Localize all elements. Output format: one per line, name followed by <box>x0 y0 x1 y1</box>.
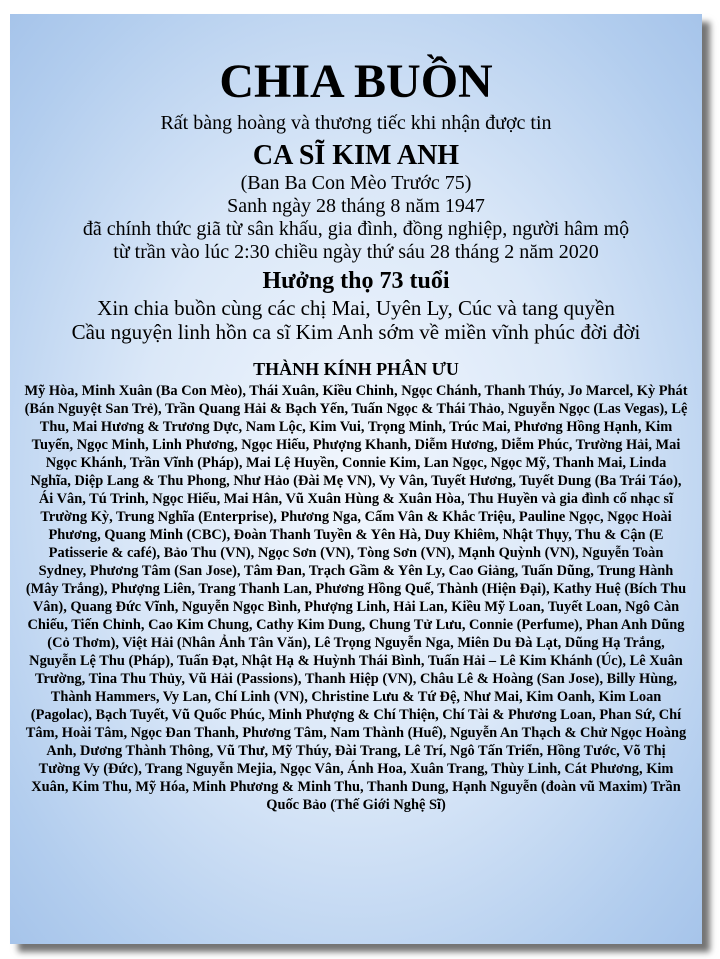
deceased-name: CA SĨ KIM ANH <box>252 140 460 171</box>
birth-date: Sanh ngày 28 tháng 8 năm 1947 <box>227 195 485 217</box>
notice-title: CHIA BUỒN <box>219 55 493 108</box>
mourners-list: Mỹ Hòa, Minh Xuân (Ba Con Mèo), Thái Xuân, Kiều Chinh, Ngọc Chánh, Thanh Thúy, Jo Marcel, Kỳ Phát (Bán Nguyệt San Trẻ), Trần Quang Hải & Bạch Yến, Tuấn Ngọc & Thái Thảo, Nguyễn Ngọc (Las Vegas), Lệ Thu, Mai Hương & Trương Dực, Nam Lộc, Kim Vui, Trọng Minh, Trúc Mai, Phương Hồng Hạnh, Kim Tuyến, Ngọc Minh, Linh Phương, Ngọc Hiếu, Phượng Khanh, Diễm Hương, Diễm Phúc, Trường Hải, Mai Ngọc Khánh, Trần Vĩnh (Pháp), Mai Lệ Huyền, Connie Kim, Lan Ngọc, Ngọc Mỹ, Thanh Mai, Linda Nghĩa, Diệp Lang & Thu Phong, Như Hảo (Đài Mẹ VN), Vy Vân, Tuyết Hương, Tuyết Dung (Ba Trái Táo), Ái Vân, Tú Trinh, Ngọc Hiếu, Mai Hân, Vũ Xuân Hùng & Xuân Hòa, Thu Huyền và gia đình cố nhạc sĩ Trường Kỳ, Trung Nghĩa (Enterprise), Phương Nga, Cẩm Vân & Khắc Triệu, Pauline Ngọc, Ngọc Hoài Phương, Quang Minh (CBC), Đoàn Thanh Tuyền & Yên Hà, Duy Khiêm, Nhật Thụy, Thu & Cận (E Patisserie & café), Bảo Thu (VN), Ngọc Sơn (VN), Tòng Sơn (VN), Mạnh Quỳnh (VN), Nguyễn Toàn Sydney, Phương Tâm (San Jose), Tâm Đan, Trạch Gầm & Yên Ly, Cao Giảng, Tuấn Dũng, Trung Hành (Mây Trắng), Phượng Liên, Trang Thanh Lan, Phương Hồng Quế, Thành (Hiện Đại), Kathy Huệ (Bích Thu Vân), Quang Đức Vĩnh, Nguyễn Ngọc Bình, Phượng Linh, Hải Lan, Kiều Mỹ Loan, Tuyết Loan, Ngô Càn Chiếu, Tiến Chỉnh, Cao Kim Chung, Cathy Kim Dung, Chung Tử Lưu, Connie (Perfume), Phan Anh Dũng (Cỏ Thơm), Việt Hải (Nhân Ảnh Tân Văn), Lê Trọng Nguyễn Nga, Miên Du Đà Lạt, Dũng Hạ Trắng, Nguyễn Lệ Thu (Pháp), Tuấn Đạt, Nhật Hạ & Huỳnh Thái Bình, Tuấn Hải – Lê Kim Khánh (Úc), Lê Xuân Trường, Tina Thu Thủy, Vũ Hải (Passions), Thanh Hiệp (VN), Châu Lê & Hoàng (San Jose), Billy Hùng, Thành Hammers, Vy Lan, Chí Linh (VN), Christine Lưu & Tứ Đệ, Như Mai, Kim Oanh, Kim Loan (Pagolac), Bạch Tuyết, Vũ Quốc Phúc, Minh Phượng & Chí Thiện, Chí Tài & Phương Loan, Phan Sứ, Chí Tâm, Hoài Tâm, Ngọc Đan Thanh, Phương Tâm, Nam Thành (Huế), Nguyễn An Thạch & Chử Ngọc Hoàng Anh, Dương Thành Thông, Vũ Thư, Mỹ Thúy, Đài Trang, Lê Trí, Ngô Tấn Triển, Hồng Tước, Võ Thị Tường Vy (Đức), Trang Nguyễn Mejia, Ngọc Vân, Ánh Hoa, Xuân Trang, Thùy Linh, Cát Phương, Kim Xuân, Kim Thu, Mỹ Hóa, Minh Phương & Minh Thu, Thanh Dung, Hạnh Nguyễn (đoàn vũ Maxim) Trần Quốc Bảo (Thế Giới Nghệ Sĩ) <box>24 383 688 813</box>
band-name: (Ban Ba Con Mèo Trước 75) <box>240 172 472 194</box>
condolence-text: Xin chia buồn cùng các chị Mai, Uyên Ly, Cúc và tang quyền <box>97 296 615 320</box>
condolence-content <box>10 14 702 814</box>
mourners-heading: THÀNH KÍNH PHÂN ƯU <box>253 359 459 379</box>
prayer-text: Cầu nguyện linh hồn ca sĩ Kim Anh sớm về miền vĩnh phúc đời đời <box>71 320 641 344</box>
age-text: Hưởng thọ 73 tuổi <box>262 268 450 294</box>
notice-intro: Rất bàng hoàng và thương tiếc khi nhận được tin <box>160 112 552 134</box>
farewell-text: đã chính thức giã từ sân khấu, gia đình, đồng nghiệp, người hâm mộ <box>82 218 630 240</box>
death-date: từ trần vào lúc 2:30 chiều ngày thứ sáu 28 tháng 2 năm 2020 <box>113 241 599 263</box>
